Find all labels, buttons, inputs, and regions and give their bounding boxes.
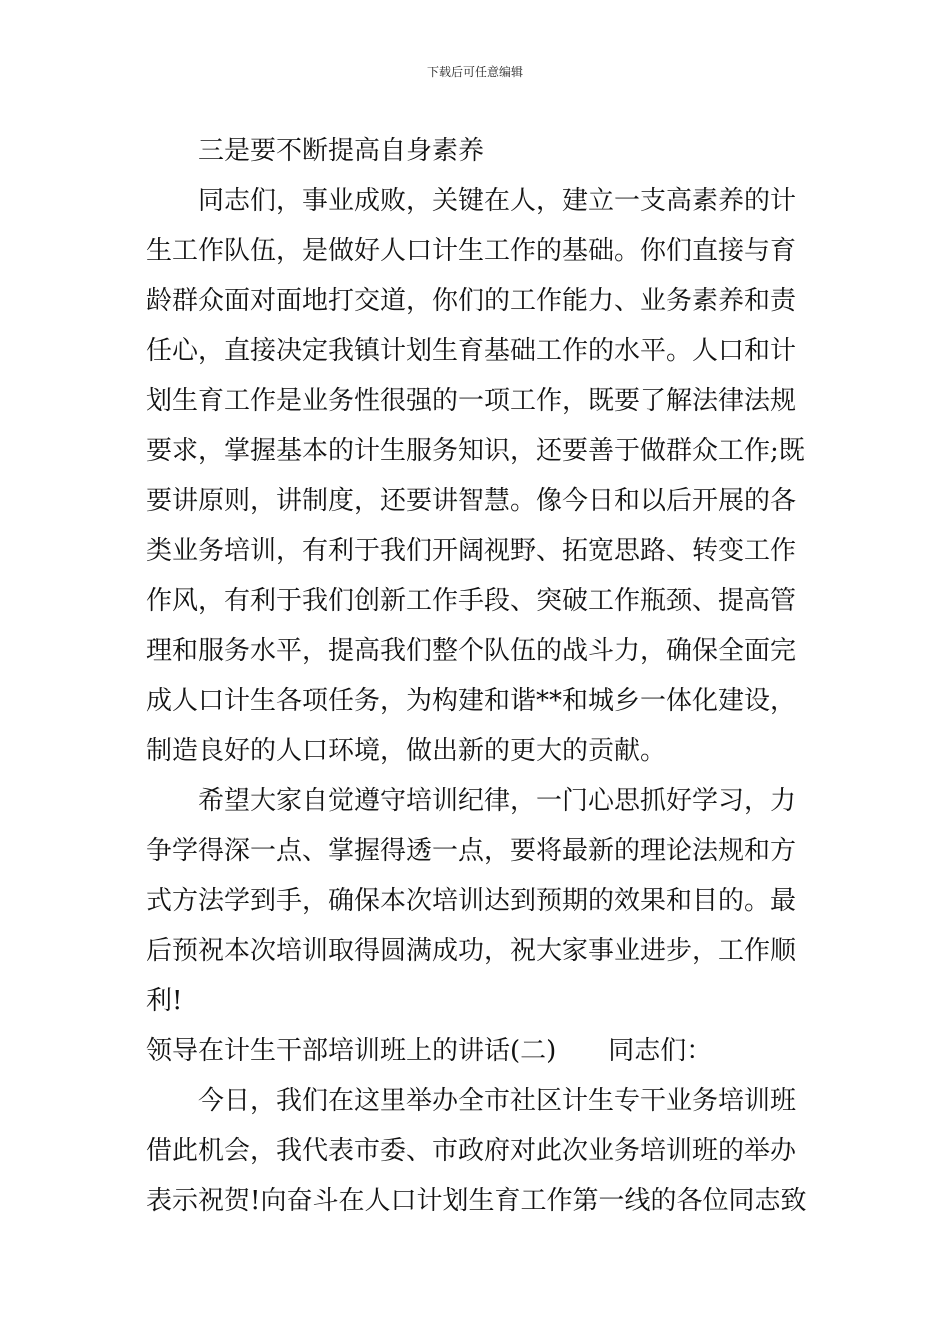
- paragraph-line: 式方法学到手，确保本次培训达到预期的效果和目的。最: [146, 886, 797, 916]
- section-heading: 三是要不断提高自身素养: [198, 136, 485, 166]
- document-body: [146, 126, 814, 1226]
- paragraph-line: 要求，掌握基本的计生服务知识，还要善于做群众工作;既: [146, 436, 805, 466]
- paragraph-line: 希望大家自觉遵守培训纪律，一门心思抓好学习，力: [198, 786, 797, 816]
- paragraph-line: 成人口计生各项任务，为构建和谐**和城乡一体化建设，: [146, 686, 797, 716]
- page-header-note: 下载后可任意编辑: [426, 65, 523, 79]
- paragraph-line: 理和服务水平，提高我们整个队伍的战斗力，确保全面完: [146, 636, 797, 666]
- paragraph-line: 作风，有利于我们创新工作手段、突破工作瓶颈、提高管: [146, 586, 797, 616]
- paragraph-line: 借此机会，我代表市委、市政府对此次业务培训班的举办: [146, 1136, 797, 1166]
- paragraph-line: 表示祝贺!向奋斗在人口计划生育工作第一线的各位同志致: [146, 1186, 807, 1216]
- paragraph-line: 今日，我们在这里举办全市社区计生专干业务培训班: [198, 1086, 797, 1116]
- paragraph-line: 类业务培训，有利于我们开阔视野、拓宽思路、转变工作: [146, 536, 797, 566]
- paragraph-line: 后预祝本次培训取得圆满成功，祝大家事业进步，工作顺: [146, 936, 797, 966]
- paragraph-line: 任心，直接决定我镇计划生育基础工作的水平。人口和计: [146, 336, 797, 366]
- paragraph-line: 争学得深一点、掌握得透一点，要将最新的理论法规和方: [146, 836, 797, 866]
- section-title: 领导在计生干部培训班上的讲话(二) 同志们：: [146, 1036, 713, 1066]
- paragraph-line: 要讲原则，讲制度，还要讲智慧。像今日和以后开展的各: [146, 486, 797, 516]
- paragraph-line: 制造良好的人口环境，做出新的更大的贡献。: [146, 736, 667, 766]
- paragraph-line: 生工作队伍，是做好人口计生工作的基础。你们直接与育: [146, 236, 797, 266]
- paragraph-line: 划生育工作是业务性很强的一项工作，既要了解法律法规: [146, 386, 797, 416]
- paragraph-line: 利!: [146, 986, 183, 1016]
- paragraph-line: 龄群众面对面地打交道，你们的工作能力、业务素养和责: [146, 286, 797, 316]
- paragraph-line: 同志们，事业成败，关键在人，建立一支高素养的计: [198, 186, 797, 216]
